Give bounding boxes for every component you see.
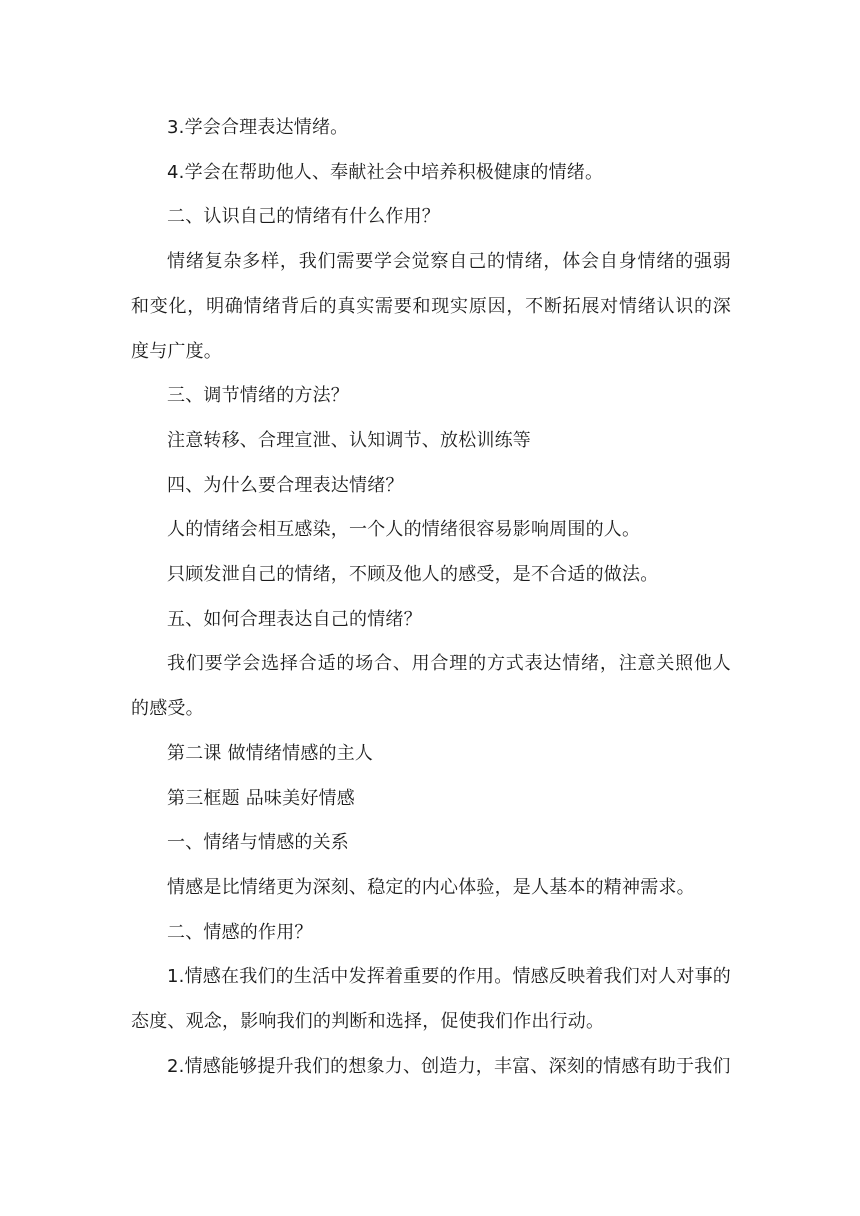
subsection-heading-2: 二、情感的作用？	[167, 921, 313, 943]
objective-4: 4.学会在帮助他人、奉献社会中培养积极健康的情绪。	[167, 161, 604, 183]
section-body-4a: 人的情绪会相互感染，一个人的情绪很容易影响周围的人。	[167, 519, 641, 541]
lesson-title: 第二课 做情绪情感的主人	[167, 742, 374, 764]
section-body-5: 我们要学会选择合适的场合、用合理的方式表达情绪，注意关照他人的感受。	[131, 653, 731, 720]
subsection-heading-1: 一、情绪与情感的关系	[167, 832, 349, 854]
section-heading-4: 四、为什么要合理表达情绪？	[167, 474, 404, 496]
section-body-3: 注意转移、合理宣泄、认知调节、放松训练等	[167, 429, 531, 451]
subsection-body-2-point-2: 2.情感能够提升我们的想象力、创造力，丰富、深刻的情感有助于我们	[167, 1055, 731, 1077]
section-body-2: 情绪复杂多样，我们需要学会觉察自己的情绪，体会自身情绪的强弱和变化，明确情绪背后的真实需要和现实原因，不断拓展对情绪认识的深度与广度。	[131, 251, 731, 362]
subsection-body-2-point-1: 1.情感在我们的生活中发挥着重要的作用。情感反映着我们对人对事的态度、观念，影响我们的判断和选择，促使我们作出行动。	[131, 966, 731, 1033]
section-heading-3: 三、调节情绪的方法？	[167, 385, 349, 407]
objective-3: 3.学会合理表达情绪。	[167, 117, 349, 138]
document-body	[131, 106, 731, 1089]
section-body-4b: 只顾发泄自己的情绪，不顾及他人的感受，是不合适的做法。	[167, 564, 659, 586]
section-heading-2: 二、认识自己的情绪有什么作用？	[167, 206, 440, 228]
subsection-body-1: 情感是比情绪更为深刻、稳定的内心体验，是人基本的精神需求。	[167, 876, 695, 898]
topic-title: 第三框题 品味美好情感	[167, 787, 355, 809]
section-heading-5: 五、如何合理表达自己的情绪？	[167, 608, 422, 630]
